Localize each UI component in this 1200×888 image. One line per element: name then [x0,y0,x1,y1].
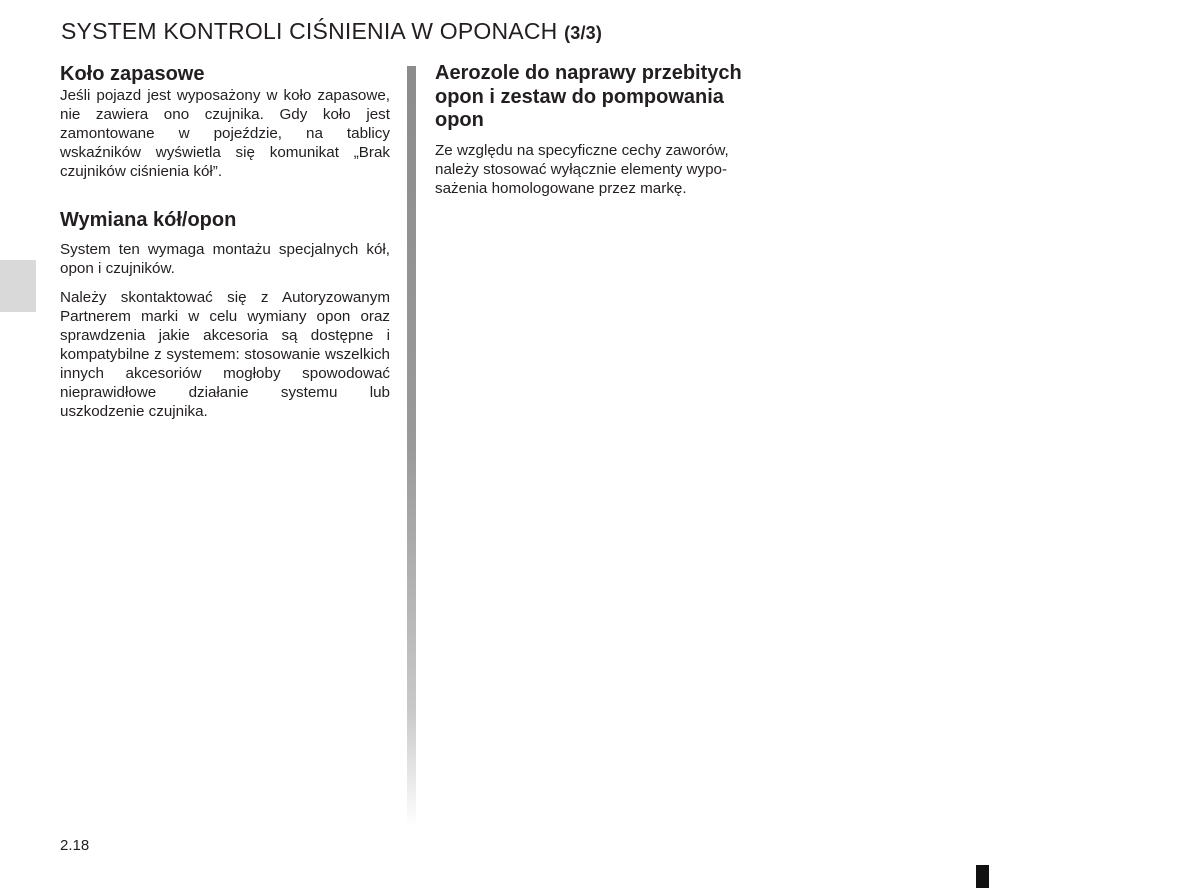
wheel-change-paragraph-1: System ten wymaga montażu specjalnych kół, opon i czujników. [60,241,390,277]
spare-wheel-heading: Koło zapasowe [60,63,205,85]
wheel-change-paragraph-2: Należy skontaktować się z Autoryzowanym Partnerem marki w celu wymiany opon oraz sprawdzenia jakie akcesoria są dostępne i kompatybilne z systemem: stosowanie wszelkich innych akcesoriów mogłoby spowodować nieprawidłowe działanie systemu lub uszkodzenie czujnika. [60,289,390,420]
page-title [61,18,602,45]
page-title-main: SYSTEM KONTROLI CIŚNIENIA W OPONACH [61,18,558,44]
column-divider [407,66,416,826]
aerosol-repair-heading: Aerozole do naprawy przebitych opon i zestaw do pompowania opon [435,62,742,131]
page-title-suffix: (3/3) [564,23,603,43]
edge-mark [976,865,989,888]
chapter-tab [0,260,36,312]
page-number: 2.18 [60,837,90,854]
left-column [60,62,390,421]
aerosol-repair-text: Ze względu na specyficzne cechy zaworów, należy stosować wyłącznie elementy wyposażenia homologowane przez markę. [435,141,729,197]
spare-wheel-text: Jeśli pojazd jest wyposażony w koło zapasowe, nie zawiera ono czujnika. Gdy koło jest zamontowane w pojeździe, na tablicy wskaźników wyświetla się komunikat „Brak czujników ciśnienia kół”. [60,87,390,180]
right-column [435,62,767,198]
wheel-change-heading: Wymiana kół/opon [60,209,237,231]
